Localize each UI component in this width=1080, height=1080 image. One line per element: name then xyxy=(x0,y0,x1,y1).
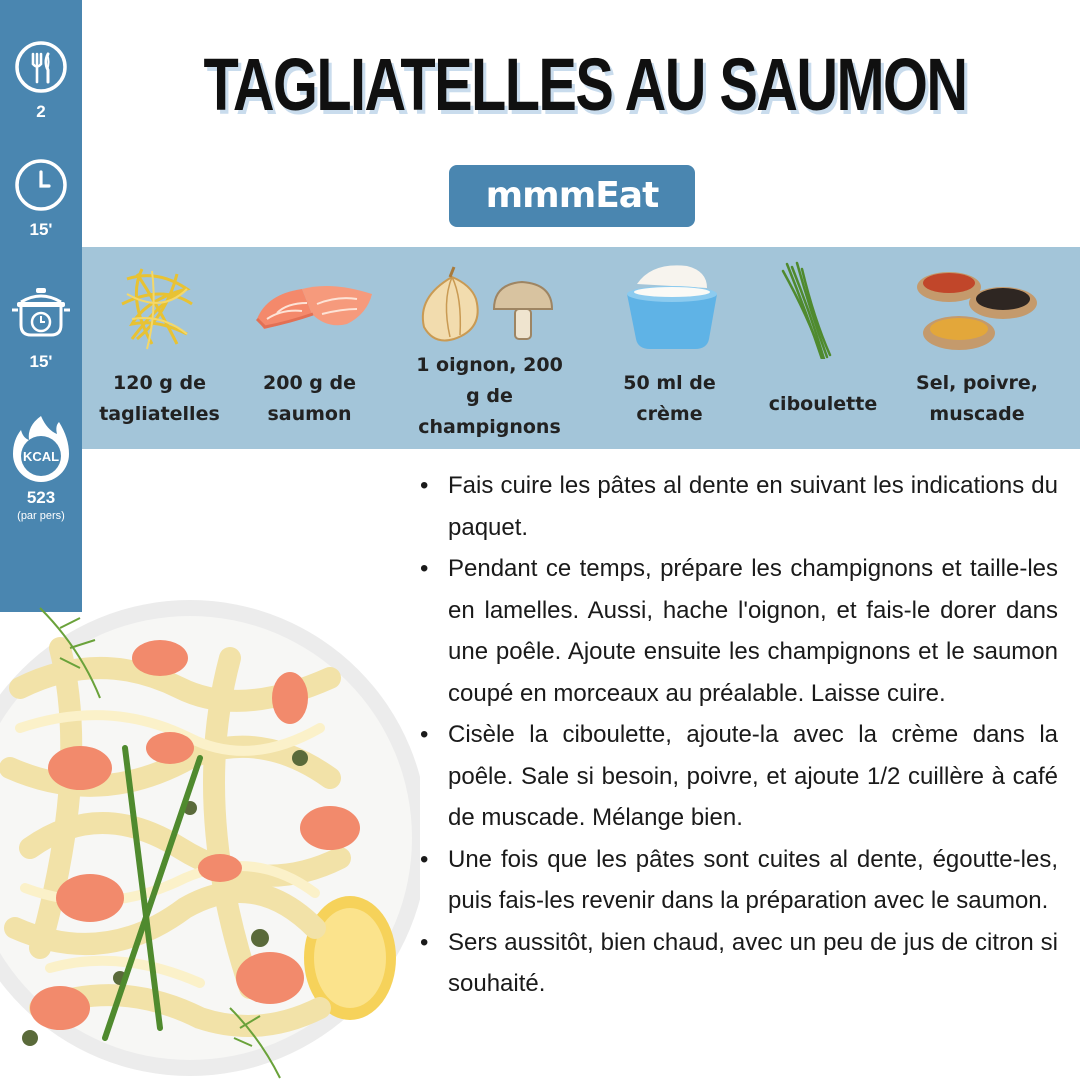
step-item: • Cisèle la ciboulette, ajoute-la avec la crème dans la poêle. Sale si besoin, poivre, et ajoute 1/2 cuillère à café de muscade. Mélange bien. xyxy=(418,714,1058,839)
ingredient-label: 120 g de tagliatelles xyxy=(99,372,220,425)
spice-bowls-icon xyxy=(907,259,1047,359)
calories-note: (par pers) xyxy=(17,510,65,522)
pasta-icon xyxy=(97,259,222,359)
cream-bowl-icon xyxy=(602,259,737,359)
ingredient-label: Sel, poivre, muscade xyxy=(916,372,1038,425)
ingredient-item xyxy=(242,247,377,449)
calories-value: 523 xyxy=(26,488,56,507)
stats-sidebar xyxy=(0,0,82,612)
ingredient-item xyxy=(97,247,222,449)
ingredient-item xyxy=(602,247,737,449)
servings-value: 2 xyxy=(36,102,46,121)
prep-time-stat xyxy=(0,158,82,240)
step-item: • Sers aussitôt, bien chaud, avec un peu de jus de citron si souhaité. xyxy=(418,922,1058,1005)
cook-time-value: 15' xyxy=(29,352,53,371)
prep-time-value: 15' xyxy=(29,220,53,239)
onion-mushroom-icon xyxy=(412,259,567,359)
brand-logo: mmmEat xyxy=(449,165,695,227)
ingredient-item xyxy=(907,247,1047,449)
servings-stat xyxy=(0,40,82,122)
ingredient-label: 50 ml de crème xyxy=(623,372,716,425)
ingredient-label: ciboulette xyxy=(768,393,878,415)
kcal-badge-text: KCAL xyxy=(22,449,60,464)
dish-photo xyxy=(0,568,420,1080)
ingredient-label: 200 g de saumon xyxy=(263,372,356,425)
calories-stat xyxy=(0,412,82,522)
cook-time-stat xyxy=(0,280,82,372)
recipe-steps xyxy=(418,465,1058,1005)
step-item: • Pendant ce temps, prépare les champignons et taille-les en lamelles. Aussi, hache l'oignon, et fais-le dorer dans une poêle. Ajoute ensuite les champignons et le saumon coupé en morceaux au préalable. Laisse cuire. xyxy=(418,548,1058,714)
fork-knife-icon xyxy=(0,40,82,98)
step-item: • Fais cuire les pâtes al dente en suivant les indications du paquet. xyxy=(418,465,1058,548)
cooking-pot-icon xyxy=(0,280,82,348)
step-item: • Une fois que les pâtes sont cuites al dente, égoutte-les, puis fais-les revenir dans la préparation avec le saumon. xyxy=(418,839,1058,922)
kcal-flame-icon xyxy=(0,412,82,488)
chives-icon xyxy=(757,259,889,359)
ingredient-label: 1 oignon, 200 g de champignons xyxy=(416,354,563,438)
clock-icon xyxy=(0,158,82,216)
ingredient-item xyxy=(412,247,567,449)
salmon-icon xyxy=(242,259,377,359)
recipe-title: TAGLIATELLES AU SAUMON xyxy=(203,43,967,126)
ingredient-item xyxy=(757,247,889,449)
ingredients-band xyxy=(82,247,1080,449)
